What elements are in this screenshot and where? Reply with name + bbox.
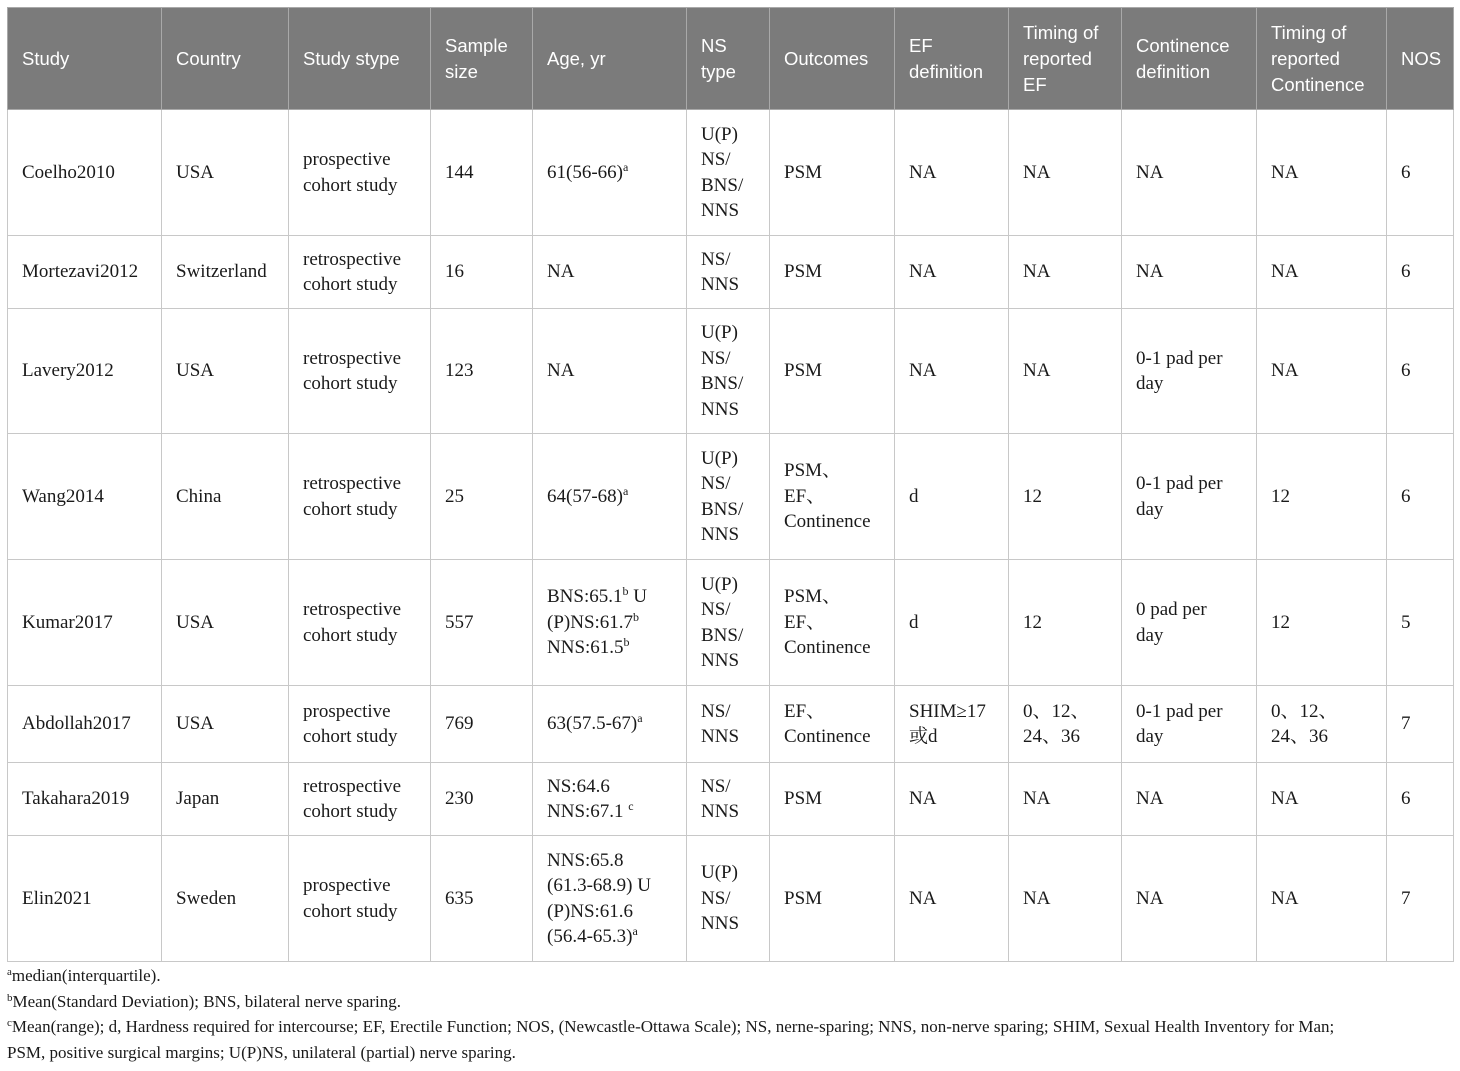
table-footnotes <box>7 963 1457 1065</box>
table-row <box>8 836 1454 962</box>
cell-timing-continence: 12 <box>1257 434 1387 560</box>
cell-timing-ef: 12 <box>1009 560 1122 686</box>
cell-study-type: retrospective cohort study <box>289 309 431 434</box>
cell-study: Lavery2012 <box>8 309 162 434</box>
footnote-b <box>7 989 1457 1015</box>
cell-timing-continence: NA <box>1257 836 1387 962</box>
cell-study: Wang2014 <box>8 434 162 560</box>
cell-country: Sweden <box>162 836 289 962</box>
header-nos: NOS <box>1387 8 1454 110</box>
cell-country: USA <box>162 560 289 686</box>
cell-ns-type: U(P) NS/ BNS/ NNS <box>687 560 770 686</box>
table-row <box>8 110 1454 236</box>
cell-continence-definition: NA <box>1122 236 1257 309</box>
table-row <box>8 236 1454 309</box>
cell-timing-ef: NA <box>1009 763 1122 836</box>
cell-age: NA <box>533 236 687 309</box>
header-study-type: Study stype <box>289 8 431 110</box>
cell-continence-definition: NA <box>1122 836 1257 962</box>
footnote-text: median(interquartile). <box>11 966 161 985</box>
footnote-mark: a <box>7 966 12 978</box>
table-row <box>8 309 1454 434</box>
cell-age: $63(57.5-67)^a$ <box>533 686 687 763</box>
cell-ef-definition: SHIM≥17 或d <box>895 686 1009 763</box>
cell-outcomes: PSM <box>770 236 895 309</box>
header-study: Study <box>8 8 162 110</box>
cell-ns-type: U(P) NS/ BNS/ NNS <box>687 110 770 236</box>
cell-timing-ef: NA <box>1009 110 1122 236</box>
study-characteristics-table <box>7 7 1454 962</box>
header-continence-definition: Continence definition <box>1122 8 1257 110</box>
cell-sample-size: 123 <box>431 309 533 434</box>
cell-ef-definition: NA <box>895 309 1009 434</box>
cell-ef-definition: NA <box>895 763 1009 836</box>
cell-sample-size: 16 <box>431 236 533 309</box>
header-ef-definition: EF definition <box>895 8 1009 110</box>
cell-nos: 7 <box>1387 836 1454 962</box>
cell-ns-type: U(P) NS/ NNS <box>687 836 770 962</box>
cell-outcomes: PSM、 EF、 Continence <box>770 434 895 560</box>
header-country: Country <box>162 8 289 110</box>
footnote-mark: a <box>622 483 629 498</box>
cell-ef-definition: d <box>895 434 1009 560</box>
cell-study-type: retrospective cohort study <box>289 434 431 560</box>
cell-continence-definition: NA <box>1122 763 1257 836</box>
cell-continence-definition: 0 pad per day <box>1122 560 1257 686</box>
cell-nos: 6 <box>1387 110 1454 236</box>
cell-study: Elin2021 <box>8 836 162 962</box>
cell-outcomes: PSM <box>770 763 895 836</box>
cell-continence-definition: 0-1 pad per day <box>1122 686 1257 763</box>
cell-timing-continence: 12 <box>1257 560 1387 686</box>
cell-study: Mortezavi2012 <box>8 236 162 309</box>
cell-sample-size: 769 <box>431 686 533 763</box>
cell-continence-definition: 0-1 pad per day <box>1122 434 1257 560</box>
cell-nos: 7 <box>1387 686 1454 763</box>
cell-outcomes: PSM <box>770 836 895 962</box>
footnote-mark: a <box>622 159 629 174</box>
cell-ef-definition: d <box>895 560 1009 686</box>
footnote-mark: b <box>633 609 640 624</box>
cell-continence-definition: NA <box>1122 110 1257 236</box>
cell-timing-continence: NA <box>1257 236 1387 309</box>
cell-age: BNS:65.1$^b$ U (P)NS:61.7$^b$ NNS:61.5$^b$ <box>533 560 687 686</box>
footnote-mark: a <box>632 924 638 938</box>
cell-study-type: retrospective cohort study <box>289 763 431 836</box>
header-timing-continence: Timing of reported Continence <box>1257 8 1387 110</box>
cell-study-type: prospective cohort study <box>289 686 431 763</box>
cell-age: NS:64.6 NNS:67.1 $^c$ <box>533 763 687 836</box>
cell-sample-size: 635 <box>431 836 533 962</box>
cell-country: USA <box>162 686 289 763</box>
cell-study-type: prospective cohort study <box>289 110 431 236</box>
cell-study: Kumar2017 <box>8 560 162 686</box>
footnote-text: Mean(Standard Deviation); BNS, bilateral nerve sparing. <box>12 991 402 1011</box>
cell-ns-type: NS/ NNS <box>687 236 770 309</box>
cell-country: USA <box>162 309 289 434</box>
cell-age: NNS:65.8 (61.3-68.9) U (P)NS:61.6 $(56.4-65.3)^a$ <box>533 836 687 962</box>
cell-study-type: retrospective cohort study <box>289 560 431 686</box>
footnote-mark: b <box>623 635 630 650</box>
table-row <box>8 763 1454 836</box>
header-age: Age, yr <box>533 8 687 110</box>
cell-timing-ef: NA <box>1009 236 1122 309</box>
cell-ns-type: NS/ NNS <box>687 763 770 836</box>
footnote-mark: c <box>7 1017 12 1029</box>
cell-country: China <box>162 434 289 560</box>
footnote-text: Mean(range); d, Hardness required for intercourse; EF, Erectile Function; NOS, (Newcastle-Ottawa Scale); NS, nerne-sparing; NNS, non-nerve sparing; SHIM, Sexual Health Inventory for Man; <box>11 1017 1335 1036</box>
cell-country: Switzerland <box>162 236 289 309</box>
cell-outcomes: PSM <box>770 309 895 434</box>
cell-ns-type: U(P) NS/ BNS/ NNS <box>687 434 770 560</box>
header-sample-size: Sample size <box>431 8 533 110</box>
footnote-c <box>7 1014 1457 1040</box>
cell-nos: 6 <box>1387 763 1454 836</box>
cell-age: $61(56-66)^a$ <box>533 110 687 236</box>
footnote-mark: a <box>637 711 643 726</box>
cell-nos: 5 <box>1387 560 1454 686</box>
cell-timing-ef: NA <box>1009 836 1122 962</box>
cell-sample-size: 144 <box>431 110 533 236</box>
cell-sample-size: 230 <box>431 763 533 836</box>
header-row <box>8 8 1454 110</box>
footnote-a <box>7 963 1457 989</box>
cell-age: $64(57-68)^a$ <box>533 434 687 560</box>
cell-timing-ef: 12 <box>1009 434 1122 560</box>
cell-timing-continence: NA <box>1257 763 1387 836</box>
table-row <box>8 434 1454 560</box>
cell-nos: 6 <box>1387 236 1454 309</box>
footnote-mark: b <box>622 584 629 599</box>
table-row <box>8 686 1454 763</box>
cell-country: Japan <box>162 763 289 836</box>
footnote-c-continued <box>7 1040 1457 1066</box>
cell-timing-continence: NA <box>1257 309 1387 434</box>
cell-outcomes: PSM、 EF、 Continence <box>770 560 895 686</box>
cell-study-type: prospective cohort study <box>289 836 431 962</box>
cell-outcomes: EF、 Continence <box>770 686 895 763</box>
footnote-text: PSM, positive surgical margins; U(P)NS, unilateral (partial) nerve sparing. <box>7 1042 516 1062</box>
cell-ef-definition: NA <box>895 236 1009 309</box>
cell-timing-continence: NA <box>1257 110 1387 236</box>
cell-age: NA <box>533 309 687 434</box>
cell-nos: 6 <box>1387 434 1454 560</box>
cell-sample-size: 25 <box>431 434 533 560</box>
cell-sample-size: 557 <box>431 560 533 686</box>
cell-study: Coelho2010 <box>8 110 162 236</box>
header-ns-type: NS type <box>687 8 770 110</box>
cell-country: USA <box>162 110 289 236</box>
cell-nos: 6 <box>1387 309 1454 434</box>
cell-timing-ef: NA <box>1009 309 1122 434</box>
cell-ns-type: U(P) NS/ BNS/ NNS <box>687 309 770 434</box>
cell-outcomes: PSM <box>770 110 895 236</box>
header-outcomes: Outcomes <box>770 8 895 110</box>
table-row <box>8 560 1454 686</box>
cell-ef-definition: NA <box>895 110 1009 236</box>
cell-continence-definition: 0-1 pad per day <box>1122 309 1257 434</box>
footnote-mark: c <box>628 799 634 813</box>
cell-study: Takahara2019 <box>8 763 162 836</box>
cell-ef-definition: NA <box>895 836 1009 962</box>
cell-study: Abdollah2017 <box>8 686 162 763</box>
footnote-mark: b <box>7 991 13 1004</box>
header-timing-ef: Timing of reported EF <box>1009 8 1122 110</box>
cell-timing-ef: 0、12、 24、36 <box>1009 686 1122 763</box>
cell-ns-type: NS/ NNS <box>687 686 770 763</box>
cell-timing-continence: 0、12、 24、36 <box>1257 686 1387 763</box>
cell-study-type: retrospective cohort study <box>289 236 431 309</box>
